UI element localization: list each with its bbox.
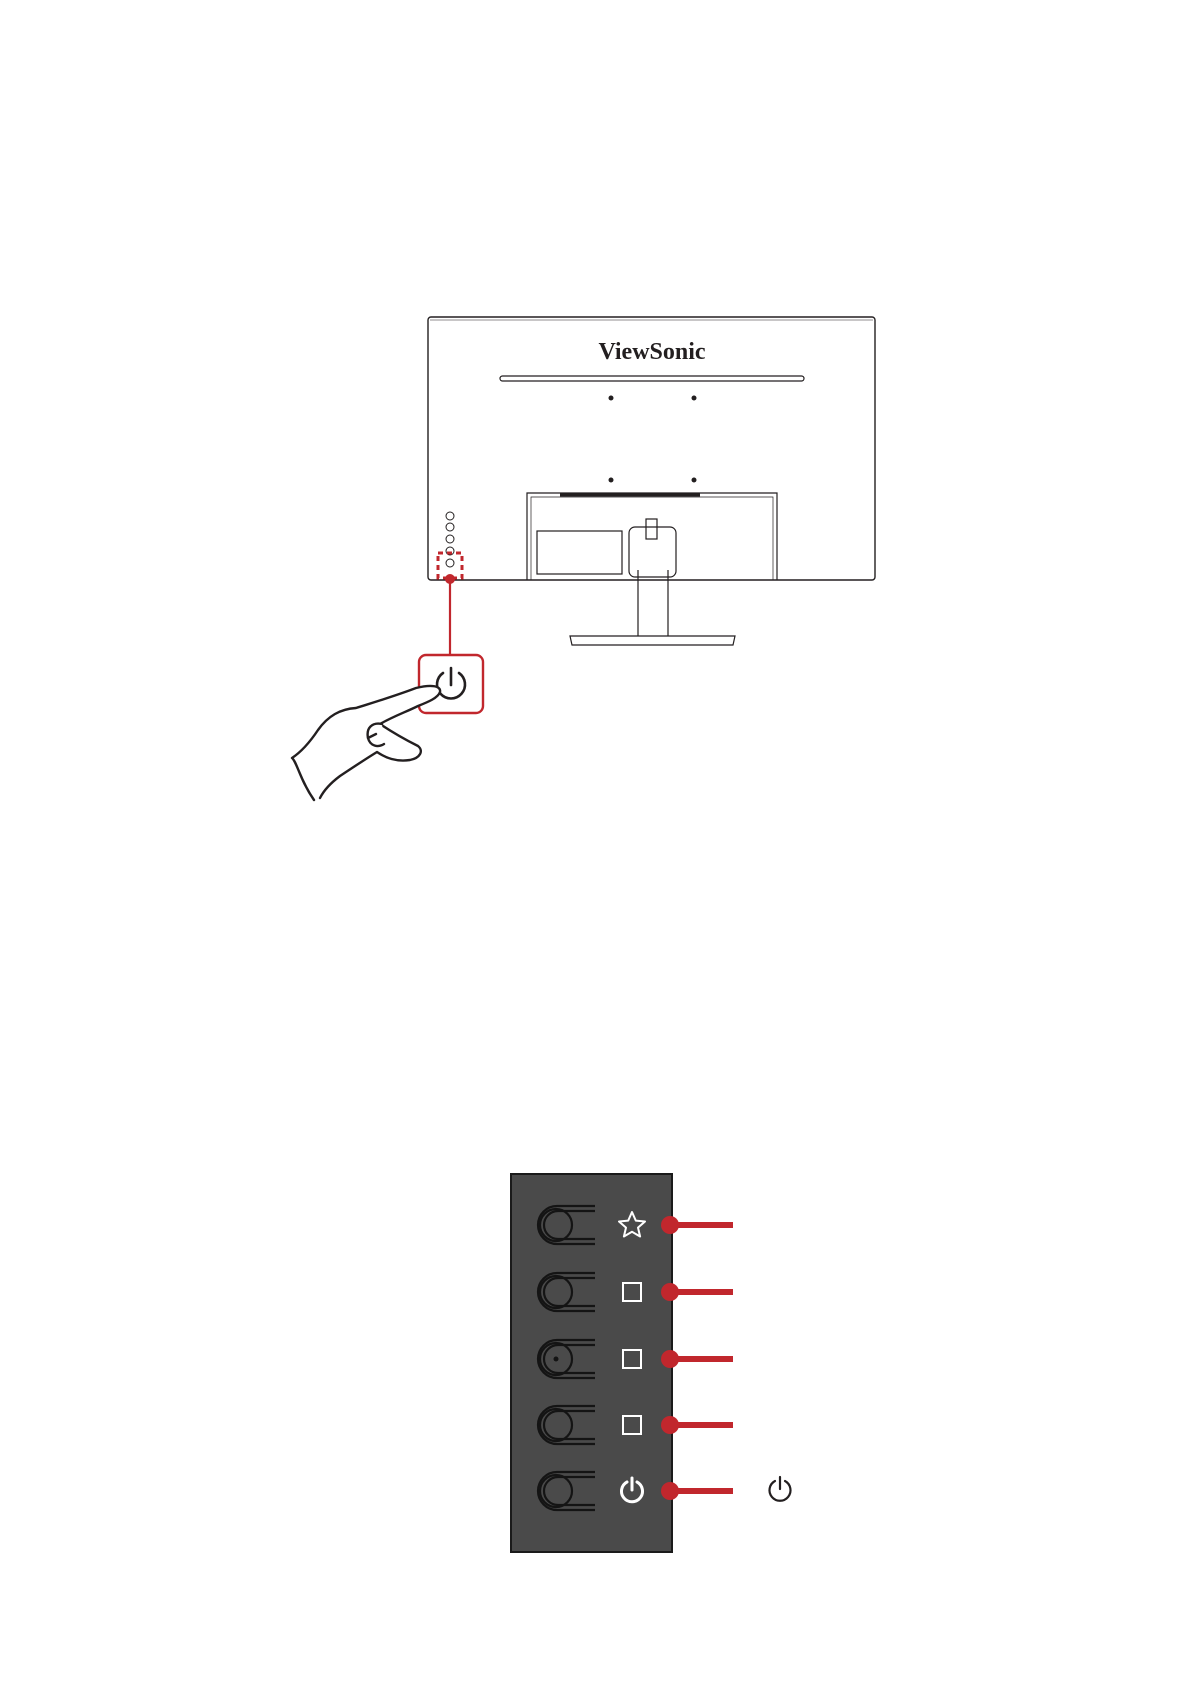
vent-slot [500,376,804,381]
hand-pointing-icon [292,686,440,800]
control-panel [511,1174,672,1552]
viewsonic-logo: ViewSonic [598,339,706,365]
side-control-buttons [446,512,454,567]
control-panel-figure [0,1150,1191,1600]
vesa-screw-holes [609,396,697,483]
button-center-dot [554,1357,559,1362]
power-icon [770,1477,791,1501]
monitor-stand [570,519,735,645]
io-port-area [527,493,777,580]
